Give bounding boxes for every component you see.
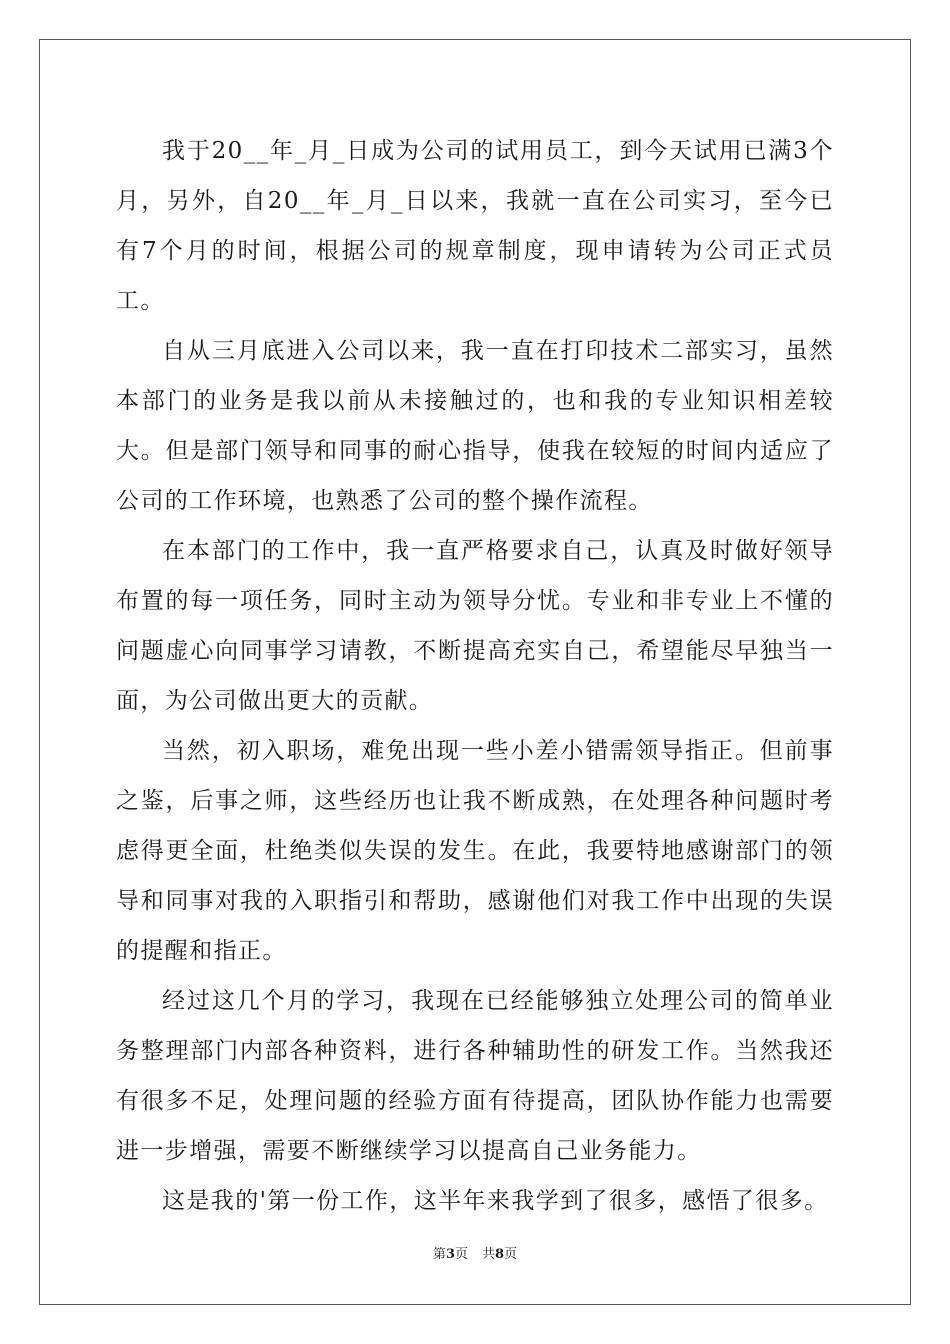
page-number-prefix: 第 — [432, 1247, 446, 1262]
paragraph-1: 我于20__年_月_日成为公司的试用员工，到今天试用已满3个月，另外，自20__年_月_日以来，我就一直在公司实习，至今已有7个月的时间，根据公司的规章制度，现申请转为公司正式员工。 — [116, 138, 834, 314]
total-pages-prefix: 共 — [482, 1247, 496, 1262]
paragraph-5: 经过这几个月的学习，我现在已经能够独立处理公司的简单业务整理部门内部各种资料，进行各种辅助性的研发工作。当然我还有很多不足，处理问题的经验方面有待提高，团队协作能力也需要进一步增强，需要不断继续学习以提高自己业务能力。 — [116, 988, 834, 1164]
document-body — [116, 126, 834, 1226]
paragraph-4: 当然，初入职场，难免出现一些小差小错需领导指正。但前事之鉴，后事之师，这些经历也让我不断成熟，在处理各种问题时考虑得更全面，杜绝类似失误的发生。在此，我要特地感谢部门的领导和同事对我的入职指引和帮助，感谢他们对我工作中出现的失误的提醒和指正。 — [116, 738, 834, 964]
total-pages-suffix: 页 — [504, 1247, 518, 1262]
page-footer — [0, 1246, 950, 1264]
paragraph-6: 这是我的'第一份工作，这半年来我学到了很多，感悟了很多。 — [162, 1188, 829, 1214]
page-number-suffix: 页 — [454, 1247, 468, 1262]
paragraph-3: 在本部门的工作中，我一直严格要求自己，认真及时做好领导布置的每一项任务，同时主动为领导分忧。专业和非专业上不懂的问题虚心向同事学习请教，不断提高充实自己，希望能尽早独当一面，为公司做出更大的贡献。 — [116, 538, 834, 714]
total-pages-number: 8 — [495, 1247, 505, 1262]
current-page-number: 3 — [445, 1247, 455, 1262]
paragraph-2: 自从三月底进入公司以来，我一直在打印技术二部实习，虽然本部门的业务是我以前从未接触过的，也和我的专业知识相差较大。但是部门领导和同事的耐心指导，使我在较短的时间内适应了公司的工作环境，也熟悉了公司的整个操作流程。 — [116, 338, 834, 514]
